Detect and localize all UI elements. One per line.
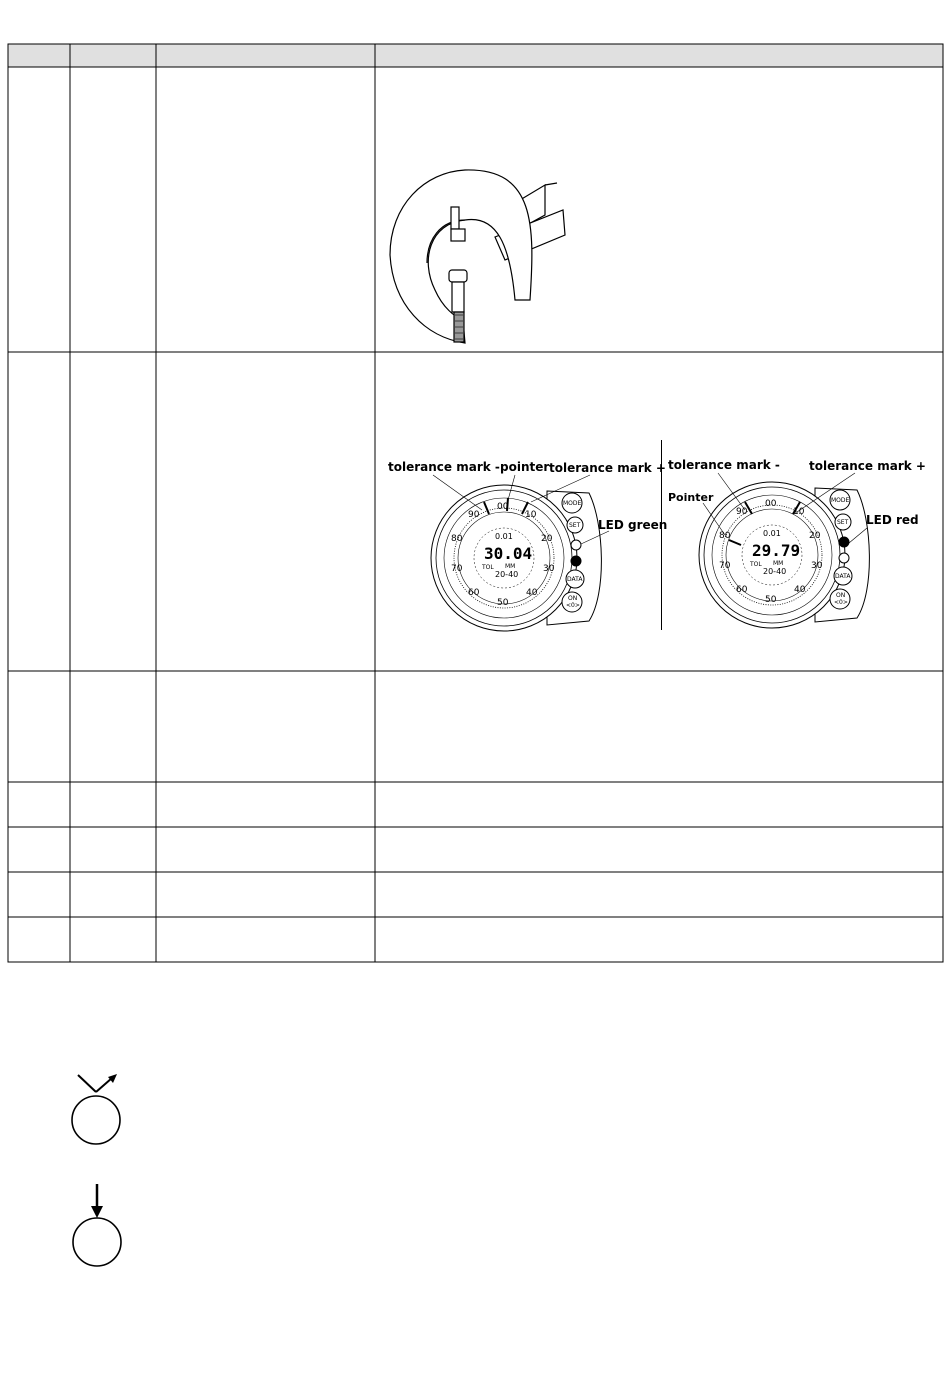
dial-right-unit: MM xyxy=(773,560,784,567)
dial-left-button-on: ON xyxy=(568,595,578,602)
dial-right-number-10: 10 xyxy=(793,507,805,517)
dial-right-tol: TOL xyxy=(750,561,762,568)
label-led-green: LED green xyxy=(598,518,668,532)
dial-left-reading: 30.04 xyxy=(484,544,533,563)
dial-left-resolution: 0.01 xyxy=(495,532,513,541)
label-pointer-right: Pointer xyxy=(668,491,714,504)
dial-right-button-on: ON xyxy=(836,592,846,599)
dial-left-button-set: SET xyxy=(569,522,581,529)
outward-arrow-circle-icon xyxy=(66,1070,126,1146)
dial-right-number-30: 30 xyxy=(811,561,823,571)
dial-right-button-mode: MODE xyxy=(831,497,850,504)
dial-left-number-40: 40 xyxy=(526,588,538,598)
dial-right-button-set: SET xyxy=(837,519,849,526)
dial-left-number-90: 90 xyxy=(468,510,480,520)
dial-right-number-60: 60 xyxy=(736,585,748,595)
dial-right-reading: 29.79 xyxy=(752,541,801,560)
dial-right-resolution: 0.01 xyxy=(763,529,781,538)
dial-left-number-00: 00 xyxy=(497,502,509,512)
dial-indicator-figure xyxy=(385,440,926,635)
dial-right-number-90: 90 xyxy=(736,507,748,517)
dial-left-number-50: 50 xyxy=(497,598,509,608)
dial-right-number-00: 00 xyxy=(765,499,777,509)
dial-left-unit: MM xyxy=(505,563,516,570)
dial-left-number-70: 70 xyxy=(451,564,463,574)
dial-right-button-data: DATA xyxy=(835,573,851,580)
dial-left-number-60: 60 xyxy=(468,588,480,598)
dial-right-number-80: 80 xyxy=(719,531,731,541)
dial-left-button-mode: MODE xyxy=(563,500,582,507)
dial-left-number-20: 20 xyxy=(541,534,553,544)
label-pointer-left: pointer xyxy=(500,460,550,474)
dial-left-button-data: DATA xyxy=(567,576,583,583)
label-tolerance-plus-left: tolerance mark + xyxy=(549,461,666,475)
dial-left-range: 20-40 xyxy=(495,570,519,579)
down-arrow-circle-icon xyxy=(66,1182,128,1268)
dial-left-number-10: 10 xyxy=(525,510,537,520)
label-tolerance-minus-right: tolerance mark - xyxy=(668,458,780,472)
dial-right-number-20: 20 xyxy=(809,531,821,541)
dial-right-button-zero: <0> xyxy=(834,599,848,606)
dial-right-number-70: 70 xyxy=(719,561,731,571)
dial-left-tol: TOL xyxy=(482,564,494,571)
label-tolerance-minus-left: tolerance mark - xyxy=(388,460,500,474)
dial-right-range: 20-40 xyxy=(763,567,787,576)
dial-right-number-40: 40 xyxy=(794,585,806,595)
dial-left-number-80: 80 xyxy=(451,534,463,544)
ring-gauge-measurement-drawing xyxy=(385,165,575,347)
dial-left-button-zero: <0> xyxy=(566,602,580,609)
label-tolerance-plus-right: tolerance mark + xyxy=(809,459,926,473)
dial-left-number-30: 30 xyxy=(543,564,555,574)
dial-right-number-50: 50 xyxy=(765,595,777,605)
label-led-red: LED red xyxy=(866,513,919,527)
